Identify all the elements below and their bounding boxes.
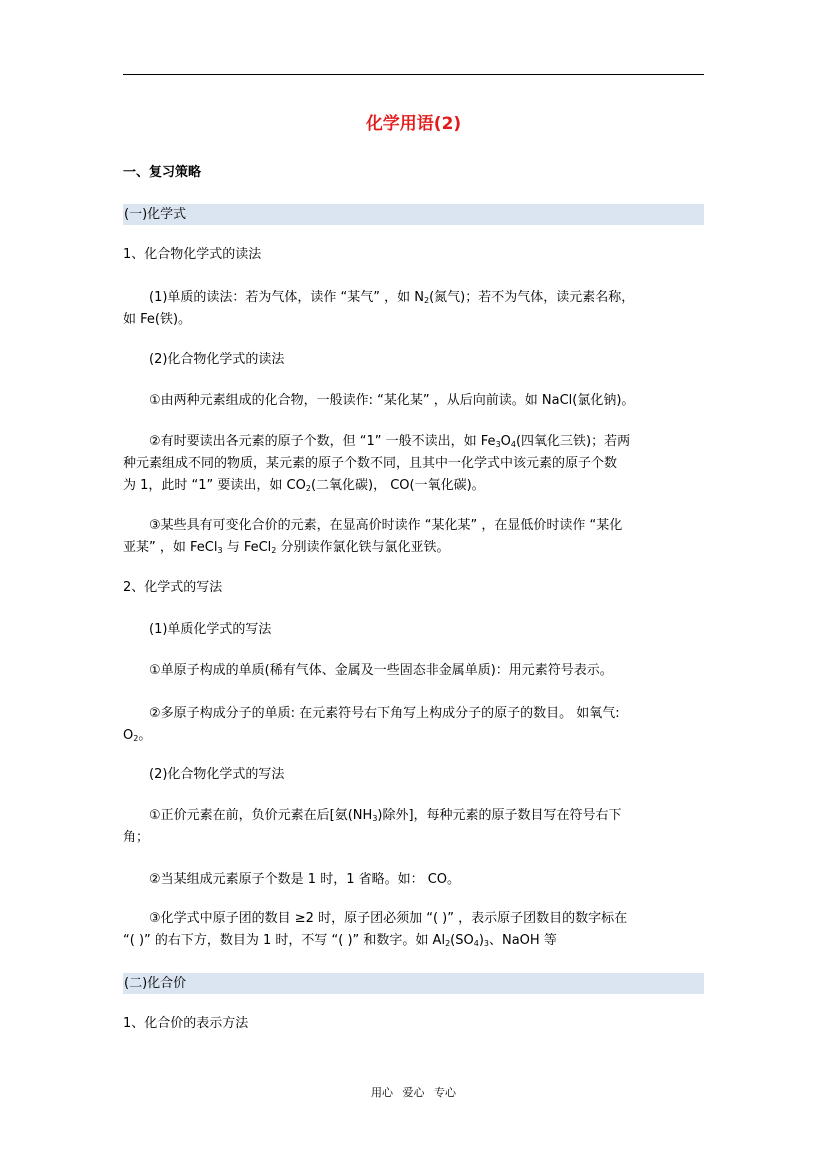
paragraph-rule-1 bbox=[123, 390, 707, 412]
text-line bbox=[123, 805, 707, 827]
text-run: (二氧化碳)， CO(一氧化碳)。 bbox=[310, 478, 485, 493]
text-line bbox=[123, 725, 707, 747]
paragraph-valence-title bbox=[123, 1013, 707, 1035]
text-run: (氮气)；若不为气体，读元素名称， bbox=[429, 290, 635, 305]
text-line: (1)单质化学式的写法 bbox=[149, 622, 272, 637]
text-line: (2)化合物化学式的读法 bbox=[149, 352, 285, 367]
text-run: ①正价元素在前，负价元素在后[氨(NH bbox=[149, 808, 373, 823]
text-run: (SO bbox=[450, 933, 474, 948]
paragraph-writing-rule-1 bbox=[123, 660, 707, 682]
subscript: 2 bbox=[271, 546, 277, 555]
subscript: 2 bbox=[305, 484, 311, 493]
text-line: ③化学式中原子团的数目 ≥2 时，原子团必须加 “( )” ，表示原子团数目的数字标在 bbox=[149, 911, 628, 926]
text-line bbox=[123, 475, 707, 497]
subscript: 2 bbox=[133, 734, 139, 743]
text-run: )除外]，每种元素的原子数目写在符号右下 bbox=[377, 808, 622, 823]
text-run: 分别读作氯化铁与氯化亚铁。 bbox=[276, 540, 450, 555]
subsection-band-valence: (二)化合价 bbox=[123, 973, 704, 994]
subscript: 3 bbox=[372, 814, 378, 823]
text-run: 与 FeCl bbox=[222, 540, 272, 555]
subscript: 2 bbox=[445, 939, 451, 948]
document-title: 化学用语(2) bbox=[365, 114, 462, 134]
text-run: O bbox=[500, 434, 511, 449]
text-run: (四氧化三铁)；若两 bbox=[515, 434, 631, 449]
paragraph-writing-rule-2 bbox=[123, 703, 707, 747]
text-run: 亚某” ，如 FeCl bbox=[123, 540, 218, 555]
subscript: 3 bbox=[483, 939, 489, 948]
header-rule bbox=[123, 74, 704, 75]
subscript: 4 bbox=[473, 939, 479, 948]
text-line: ②多原子构成分子的单质: 在元素符号右下角写上构成分子的原子的数目。 如氧气: bbox=[149, 706, 620, 721]
paragraph-writing-title bbox=[123, 577, 707, 599]
subscript: 3 bbox=[217, 546, 223, 555]
text-line: ①单原子构成的单质(稀有气体、金属及一些固态非金属单质)：用元素符号表示。 bbox=[149, 663, 613, 678]
text-run: (1)单质的读法：若为气体，读作 “某气” ，如 N bbox=[149, 290, 425, 305]
text-run: ②有时要读出各元素的原子个数，但 “1” 一般不读出，如 Fe bbox=[149, 434, 496, 449]
paragraph-rule-3 bbox=[123, 515, 707, 559]
text-line bbox=[123, 431, 707, 453]
text-line: 1、化合物化学式的读法 bbox=[123, 247, 262, 262]
paragraph-element-reading bbox=[123, 287, 707, 331]
subscript: 3 bbox=[495, 440, 501, 449]
paragraph-compound-reading-title bbox=[123, 349, 707, 371]
paragraph-compound-rule-1 bbox=[123, 805, 707, 849]
section-heading: 一、复习策略 bbox=[123, 165, 202, 180]
text-line: 如 Fe(铁)。 bbox=[123, 312, 192, 327]
text-line: ②当某组成元素原子个数是 1 时，1 省略。如： CO。 bbox=[149, 872, 461, 887]
text-line: ①由两种元素组成的化合物，一般读作: “某化某” ，从后向前读。如 NaCl(氯化钠)。 bbox=[149, 393, 635, 408]
text-run: 。 bbox=[138, 728, 152, 743]
paragraph-compound-writing-title bbox=[123, 764, 707, 786]
text-line: ③某些具有可变化合价的元素，在显高价时读作 “某化某” ，在显低价时读作 “某化 bbox=[149, 518, 623, 533]
subscript: 2 bbox=[424, 296, 430, 305]
text-line: 2、化学式的写法 bbox=[123, 580, 223, 595]
text-line bbox=[123, 537, 707, 559]
text-run: 为 1，此时 “1” 要读出，如 CO bbox=[123, 478, 306, 493]
paragraph-rule-2 bbox=[123, 431, 707, 497]
text-run: O bbox=[123, 728, 134, 743]
text-line bbox=[123, 930, 707, 952]
paragraph-compound-rule-2 bbox=[123, 869, 707, 891]
subsection-band-formula: (一)化学式 bbox=[123, 204, 704, 225]
text-run: ) bbox=[478, 933, 484, 948]
page-footer: 用心 爱心 专心 bbox=[371, 1086, 456, 1099]
paragraph-compound-rule-3 bbox=[123, 908, 707, 952]
subscript: 4 bbox=[510, 440, 516, 449]
paragraph-element-writing-title bbox=[123, 619, 707, 641]
text-line: 1、化合价的表示方法 bbox=[123, 1016, 249, 1031]
text-run: 、NaOH 等 bbox=[488, 933, 557, 948]
text-run: “( )” 的右下方，数目为 1 时，不写 “( )” 和数字。如 Al bbox=[123, 933, 446, 948]
text-line: (2)化合物化学式的写法 bbox=[149, 767, 285, 782]
text-line bbox=[123, 287, 707, 309]
paragraph-reading-title bbox=[123, 244, 707, 266]
text-line: 角； bbox=[123, 830, 150, 845]
text-line: 种元素组成不同的物质，某元素的原子个数不同，且其中一化学式中该元素的原子个数 bbox=[123, 456, 618, 471]
